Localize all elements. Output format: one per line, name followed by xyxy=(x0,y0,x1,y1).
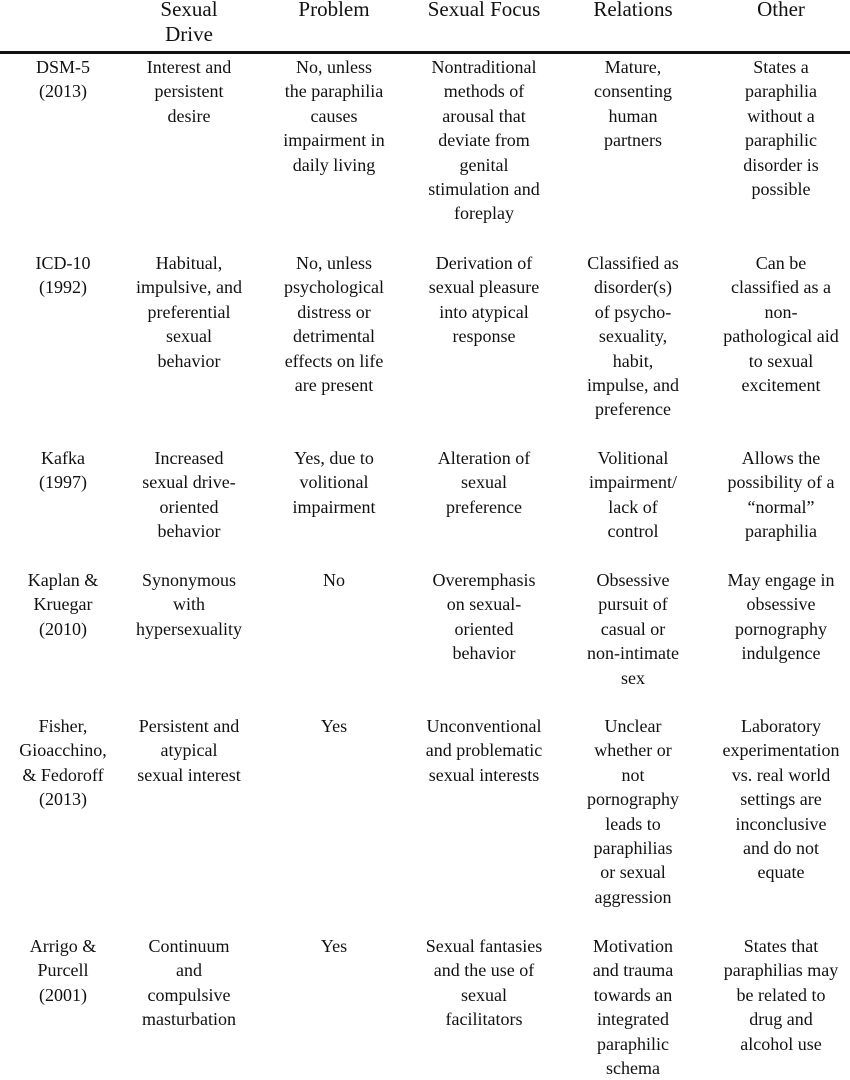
row-dsm5-sexual-drive: Interest and persistent desire xyxy=(146,57,232,126)
row-fisher-other: Laboratory experimentation vs. real world settings are inconclusive and do not equate xyxy=(722,716,840,883)
row-kaplan-problem: No xyxy=(323,570,345,590)
row-kaplan-relations: Obsessive pursuit of casual or non-intimate sex xyxy=(587,570,679,688)
row-arrigo-other: States that paraphilias may be related to drug and alcohol use xyxy=(723,936,839,1054)
row-arrigo-sexual-focus: Sexual fantasies and the use of sexual facilitators xyxy=(425,936,543,1030)
header-relations: Relations xyxy=(593,0,673,21)
row-arrigo-relations: Motivation and trauma towards an integrated paraphilic schema xyxy=(592,936,674,1079)
row-dsm5-sexual-focus: Nontraditional methods of arousal that deviate from genital stimulation and foreplay xyxy=(428,57,540,224)
row-fisher-sexual-focus: Unconventional and problematic sexual interests xyxy=(425,716,543,785)
row-kaplan-source: Kaplan & Kruegar (2010) xyxy=(27,570,99,639)
row-arrigo-problem: Yes xyxy=(320,936,348,956)
header-sexual-focus: Sexual Focus xyxy=(427,0,541,21)
row-icd10-sexual-focus: Derivation of sexual pleasure into atypical response xyxy=(428,253,540,347)
header-rule xyxy=(0,51,850,54)
row-dsm5-other: States a paraphilia without a paraphilic disorder is possible xyxy=(743,57,819,200)
row-kaplan-sexual-drive: Synonymous with hypersexuality xyxy=(136,570,242,639)
row-dsm5-relations: Mature, consenting human partners xyxy=(594,57,672,151)
row-kafka-source: Kafka (1997) xyxy=(39,448,87,493)
row-kafka-sexual-drive: Increased sexual drive- oriented behavior xyxy=(142,448,236,542)
row-arrigo-sexual-drive: Continuum and compulsive masturbation xyxy=(142,936,236,1030)
row-dsm5-source: DSM-5 (2013) xyxy=(35,57,90,102)
row-fisher-sexual-drive: Persistent and atypical sexual interest xyxy=(137,716,241,785)
row-kafka-relations: Volitional impairment/ lack of control xyxy=(589,448,677,542)
header-sexual-drive: Sexual Drive xyxy=(160,0,218,46)
row-kafka-other: Allows the possibility of a “normal” paraphilia xyxy=(727,448,835,542)
row-dsm5-problem: No, unless the paraphilia causes impairment in daily living xyxy=(283,57,385,175)
row-fisher-problem: Yes xyxy=(320,716,348,736)
header-other: Other xyxy=(757,0,805,21)
header-problem: Problem xyxy=(298,0,370,21)
row-icd10-relations: Classified as disorder(s) of psycho- sexuality, habit, impulse, and preference xyxy=(587,253,679,420)
row-arrigo-source: Arrigo & Purcell (2001) xyxy=(29,936,97,1005)
row-kafka-problem: Yes, due to volitional impairment xyxy=(292,448,376,517)
row-icd10-sexual-drive: Habitual, impulsive, and preferential sexual behavior xyxy=(136,253,242,371)
row-kafka-sexual-focus: Alteration of sexual preference xyxy=(437,448,531,517)
row-kaplan-sexual-focus: Overemphasis on sexual- oriented behavior xyxy=(432,570,536,664)
row-icd10-source: ICD-10 (1992) xyxy=(35,253,91,298)
row-kaplan-other: May engage in obsessive pornography indulgence xyxy=(727,570,835,664)
row-fisher-source: Fisher, Gioacchino, & Fedoroff (2013) xyxy=(19,716,107,810)
row-icd10-other: Can be classified as a non- pathological aid to sexual excitement xyxy=(723,253,839,396)
row-icd10-problem: No, unless psychological distress or detrimental effects on life are present xyxy=(284,253,384,396)
row-fisher-relations: Unclear whether or not pornography leads to paraphilias or sexual aggression xyxy=(587,716,679,907)
